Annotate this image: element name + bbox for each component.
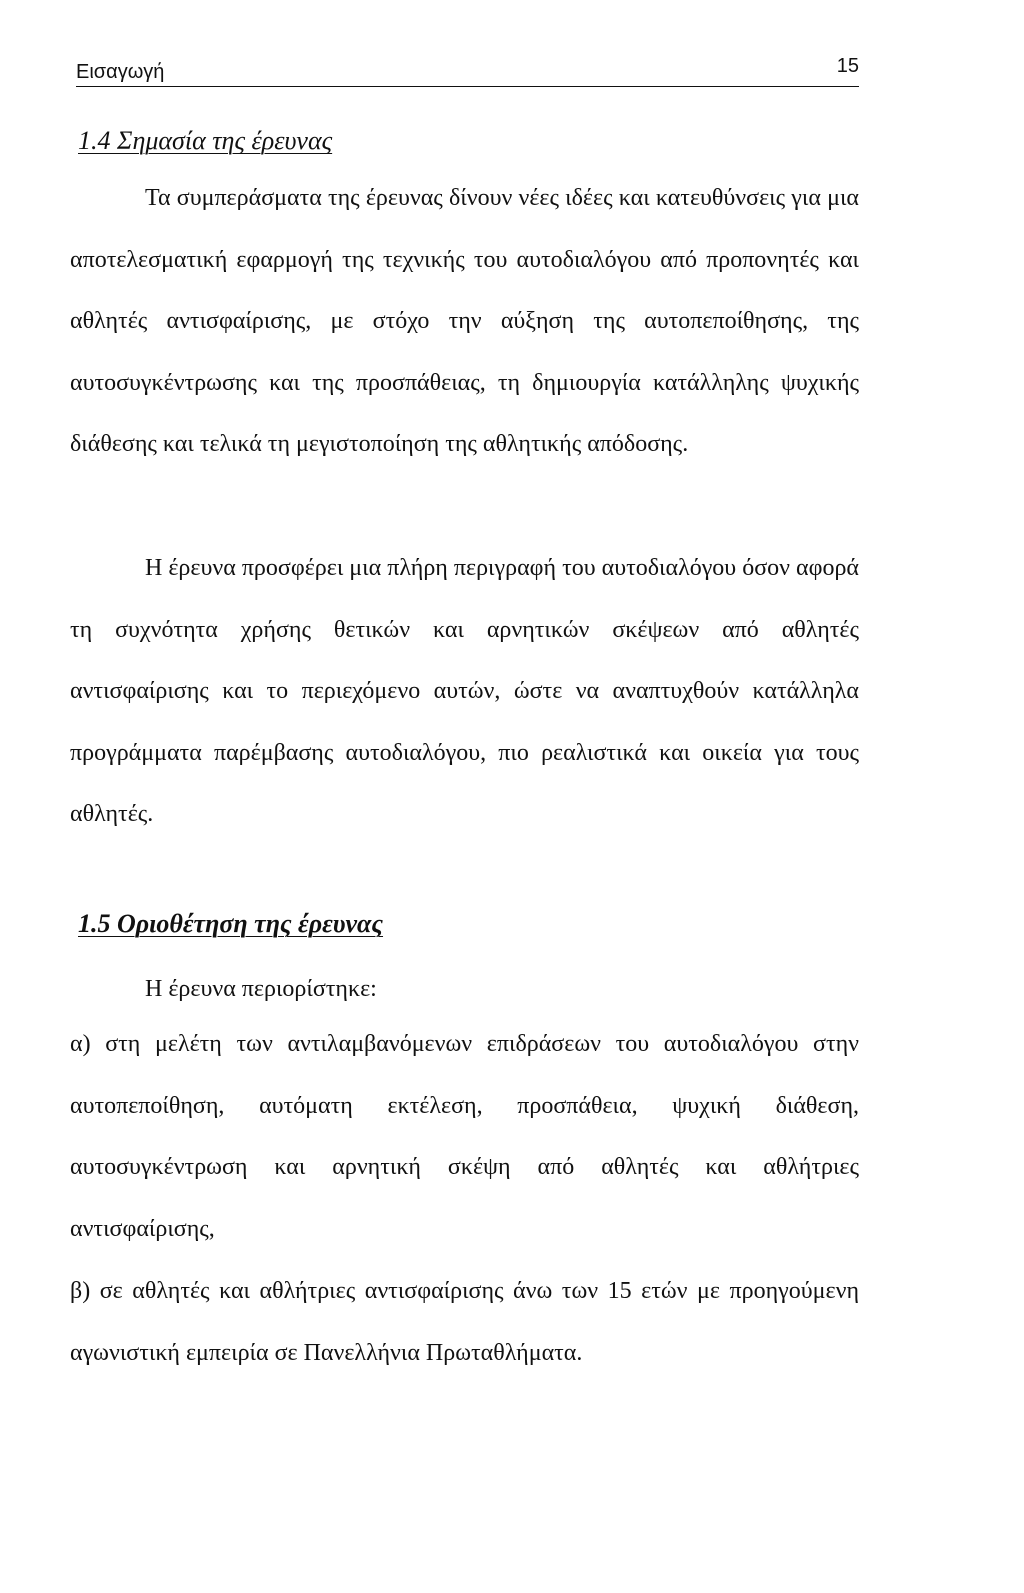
delimitation-item-b: β) σε αθλητές και αθλήτριες αντισφαίρισης άνω των 15 ετών με προηγούμενη αγωνιστική εμπειρία σε Πανελλήνια Πρωταθλήματα. [70, 1278, 859, 1366]
paragraph-significance-2: Η έρευνα προσφέρει μια πλήρη περιγραφή του αυτοδιαλόγου όσον αφορά τη συχνότητα χρήσης θετικών και αρνητικών σκέψεων από αθλητές αντισφαίρισης και το περιεχόμενο αυτών, ώστε να αναπτυχθούν κατάλληλα προγράμματα παρέμβασης αυτοδιαλόγου, πιο ρεαλιστικά και οικεία για τους αθλητές. [70, 555, 859, 827]
delimitation-intro: Η έρευνα περιορίστηκε: [145, 976, 377, 1002]
section-heading-1-5: 1.5 Οριοθέτηση της έρευνας [78, 909, 384, 938]
page-header [76, 50, 859, 87]
paragraph-significance-1: Τα συμπεράσματα της έρευνας δίνουν νέες ιδέες και κατευθύνσεις για μια αποτελεσματική εφαρμογή της τεχνικής του αυτοδιαλόγου από προπονητές και αθλητές αντισφαίρισης, με στόχο την αύξηση της αυτοπεποίθησης, της αυτοσυγκέντρωσης και της προσπάθειας, τη δημιουργία κατάλληλης ψυχικής διάθεσης και τελικά τη μεγιστοποίηση της αθλητικής απόδοσης. [70, 185, 859, 457]
delimitation-item-a: α) στη μελέτη των αντιλαμβανόμενων επιδράσεων του αυτοδιαλόγου στην αυτοπεποίθηση, αυτόματη εκτέλεση, προσπάθεια, ψυχική διάθεση, αυτοσυγκέντρωση και αρνητική σκέψη από αθλητές και αθλήτριες αντισφαίρισης, [70, 1031, 859, 1242]
page-number: 15 [836, 55, 859, 77]
running-header-title: Εισαγωγή [76, 61, 165, 83]
section-heading-1-4: 1.4 Σημασία της έρευνας [78, 126, 333, 155]
